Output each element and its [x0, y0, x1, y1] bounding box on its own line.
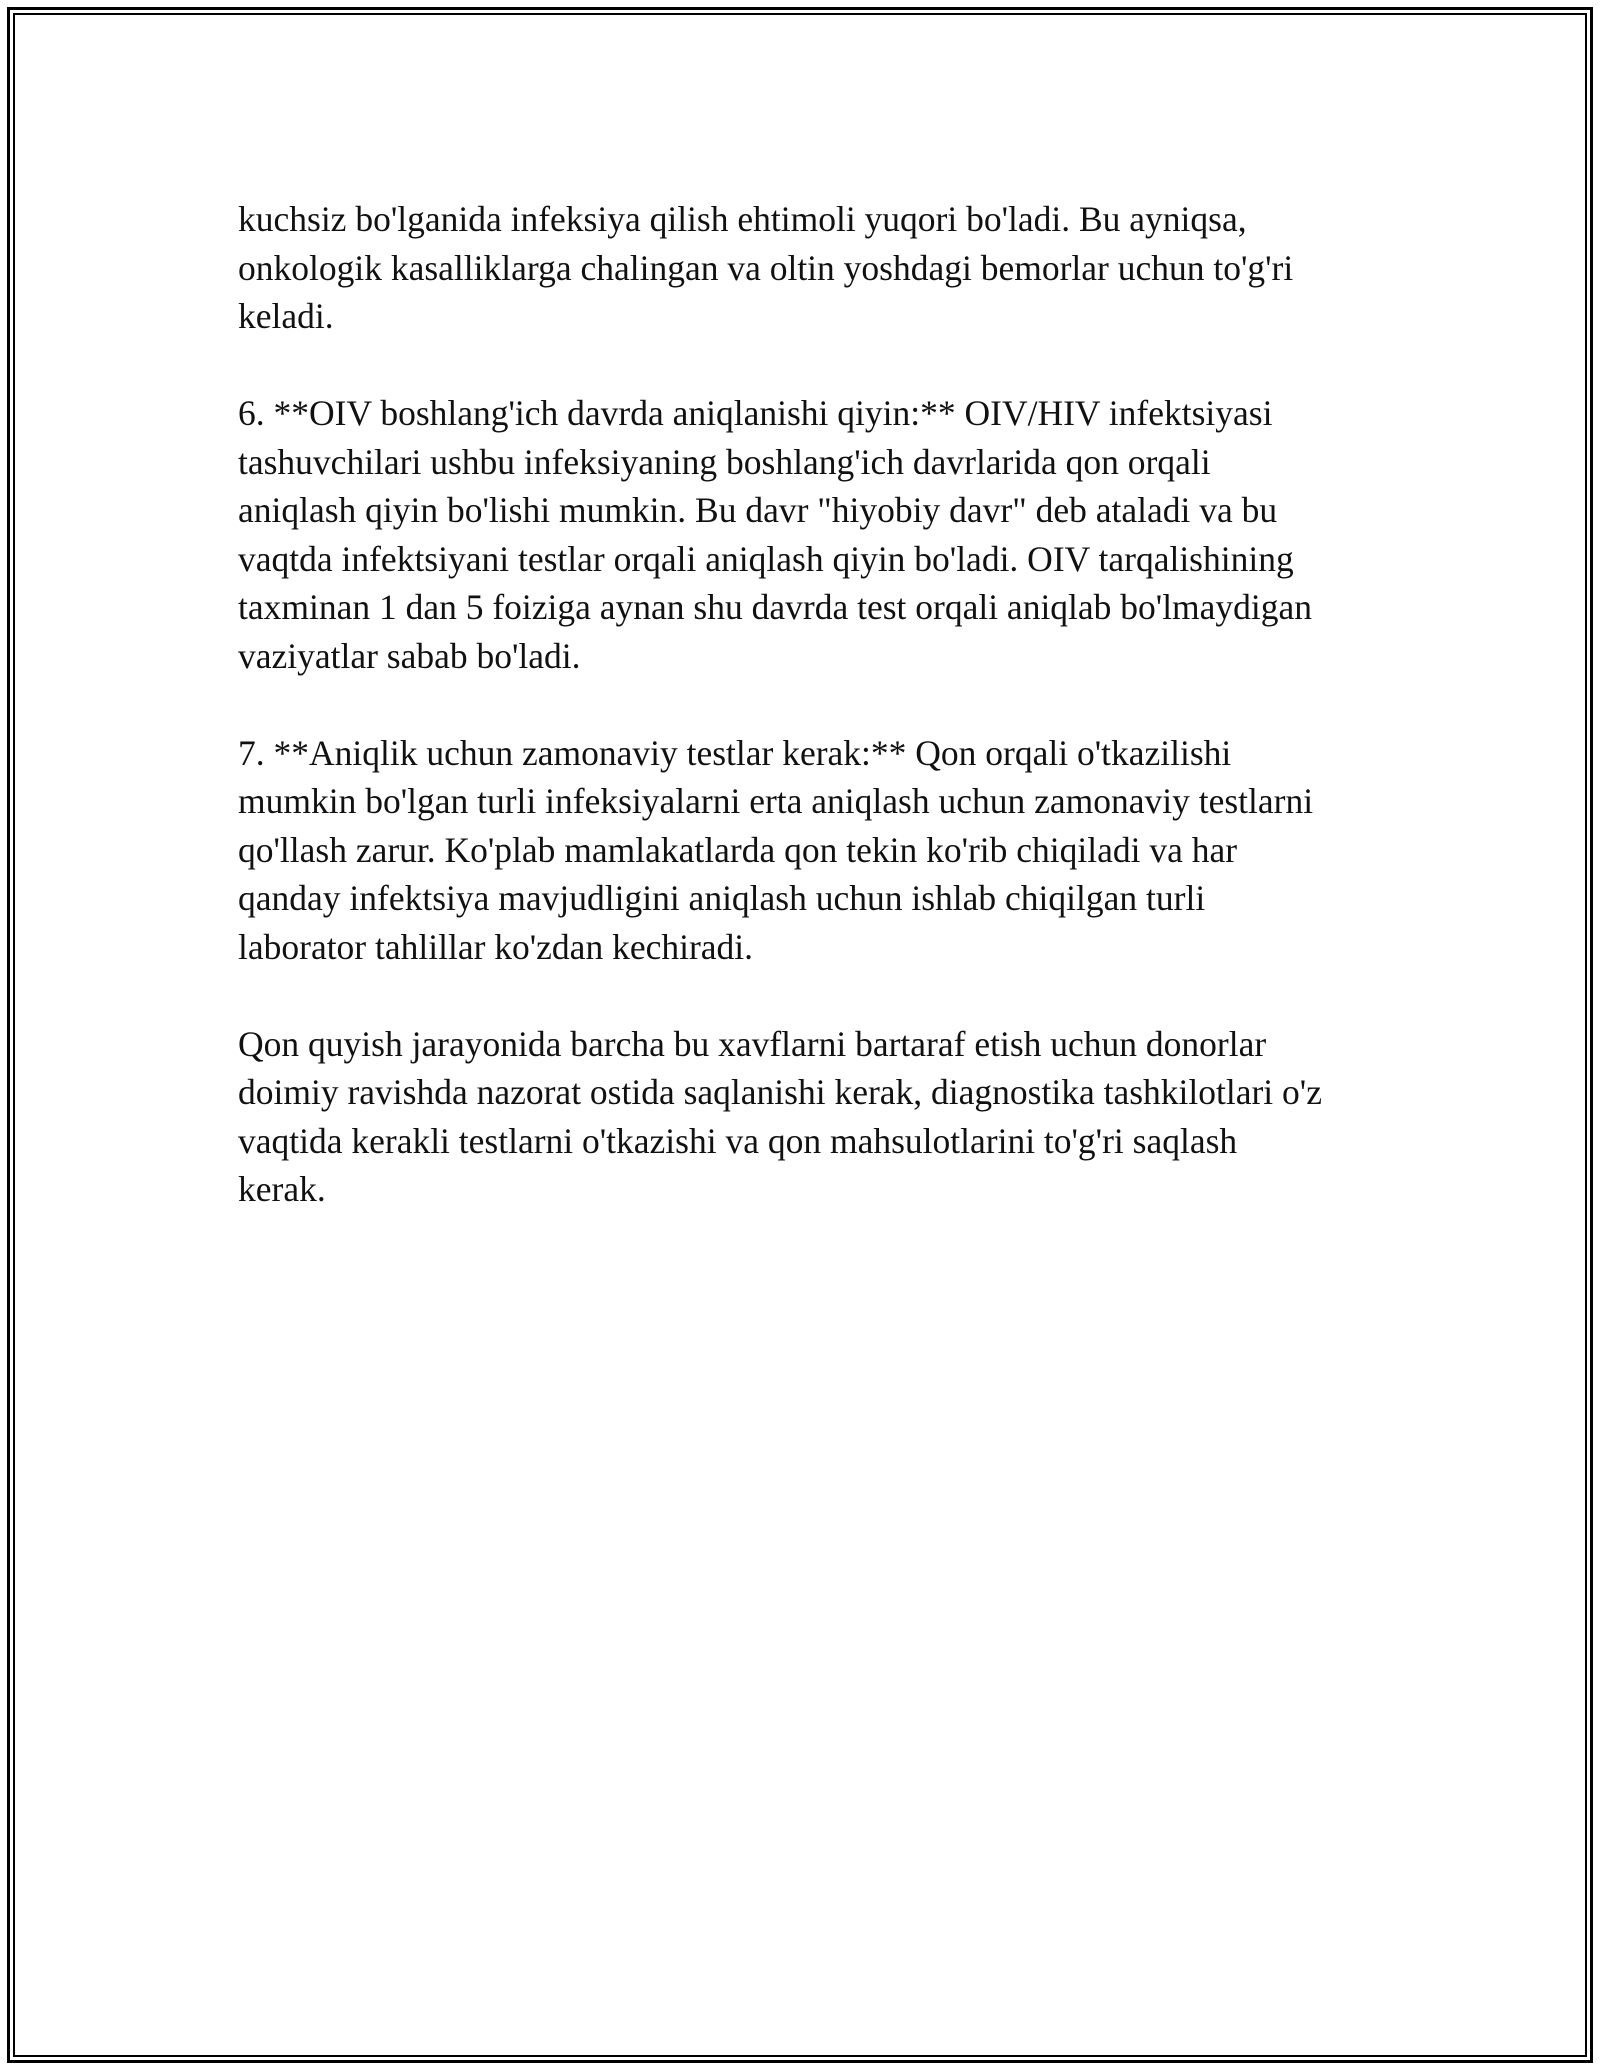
paragraph-conclusion: Qon quyish jarayonida barcha bu xavflarni bartaraf etish uchun donorlar doimiy ravishda nazorat ostida saqlanishi kerak, diagnostika tashkilotlari o'z vaqtida kerakli testlarni o'tkazishi va qon mahsulotlarini to'g'ri saqlash kerak.	[238, 1023, 1322, 1209]
paragraph-item-7: 7. **Aniqlik uchun zamonaviy testlar kerak:** Qon orqali o'tkazilishi mumkin bo'lgan turli infeksiyalarni erta aniqlash uchun zamonaviy testlarni qo'llash zarur. Ko'plab mamlakatlarda qon tekin ko'rib chiqiladi va har qanday infektsiya mavjudligini aniqlash uchun ishlab chiqilgan turli laborator tahlillar ko'zdan kechiradi.	[238, 732, 1314, 967]
page-frame	[7, 7, 1593, 2063]
paragraph-item-6: 6. **OIV boshlang'ich davrda aniqlanishi qiyin:** OIV/HIV infektsiyasi tashuvchilari ushbu infeksiyaning boshlang'ich davrlarida qon orqali aniqlash qiyin bo'lishi mumkin. Bu davr "hiyobiy davr" deb ataladi va bu vaqtda infektsiyani testlar orqali aniqlash qiyin bo'ladi. OIV tarqalishining taxminan 1 dan 5 foiziga aynan shu davrda test orqali aniqlab bo'lmaydigan vaziyatlar sabab bo'ladi.	[238, 393, 1313, 676]
paragraph-continuation: kuchsiz bo'lganida infeksiya qilish ehtimoli yuqori bo'ladi. Bu ayniqsa, onkologik kasalliklarga chalingan va oltin yoshdagi bemorlar uchun to'g'ri keladi.	[238, 199, 1294, 336]
document-body	[238, 195, 1378, 1214]
